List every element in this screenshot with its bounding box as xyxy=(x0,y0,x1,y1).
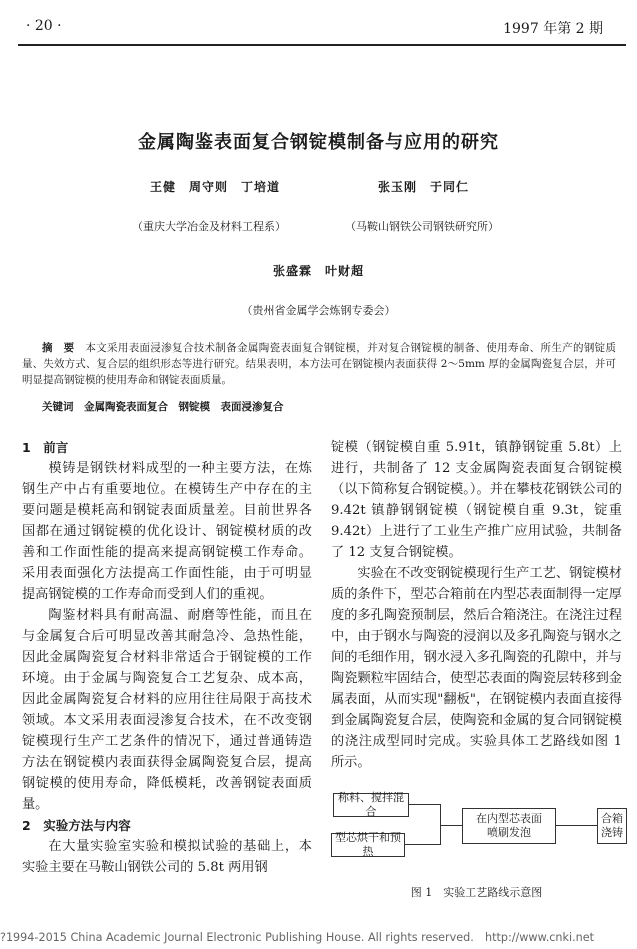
authors-group-2: 张玉刚 于同仁 xyxy=(378,180,470,194)
authors-group-3: 张盛霖 叶财超 xyxy=(272,264,364,278)
paper-title: 金属陶鉴表面复合钢锭模制备与应用的研究 xyxy=(138,132,499,153)
abstract-text: 本文采用表面浸渗复合技术制备金属陶瓷表面复合钢锭模，并对复合钢锭模的制备、使用寿命、所生产的钢锭质量、失效方式、复合层的组织形态等进行研究。结果表明，本方法可在钢锭模内表面获得 2～5mm 厚的金属陶瓷复合层，并可明显提高钢锭模的使用寿命和钢锭表面质量。 xyxy=(22,342,617,386)
section-heading-intro: 1 前言 xyxy=(22,440,69,455)
section-heading-methods: 2 实验方法与内容 xyxy=(22,818,131,833)
connector-line xyxy=(408,804,440,805)
keywords xyxy=(42,399,602,414)
authors-group-1: 王健 周守则 丁培道 xyxy=(150,180,281,194)
affiliation-2: （马鞍山钢铁公司钢铁研究所） xyxy=(345,220,499,233)
issue-label: 1997 年第 2 期 xyxy=(503,21,603,37)
affiliation-3: （贵州省金属学会炼钢专委会） xyxy=(241,304,396,317)
connector-line xyxy=(404,844,440,845)
keywords-text: 金属陶瓷表面复合 钢锭模 表面浸渗复合 xyxy=(84,401,284,413)
figure-caption: 图 1 实验工艺路线示意图 xyxy=(410,886,543,899)
connector-line xyxy=(440,825,462,826)
flow-box-spraying xyxy=(462,808,556,844)
flow-box-spraying-line1: 在内型芯表面 xyxy=(476,812,542,825)
flow-box-mixing: 称料、搅拌混合 xyxy=(333,793,409,817)
flow-box-casting xyxy=(597,808,627,844)
flow-box-casting-line2: 浇铸 xyxy=(601,826,623,839)
copyright-footer: ?1994-2015 China Academic Journal Electronic Publishing House. All rights reserved. http://www.cnki.net xyxy=(0,931,594,944)
flow-box-spraying-line2: 喷刷发泡 xyxy=(487,826,531,839)
paragraph: 实验在不改变钢锭模现行生产工艺、钢锭模材质的条件下，型芯合箱前在内型芯表面制得一定厚度的多孔陶瓷预制层，然后合箱浇注。在浇注过程中，由于钢水与陶瓷的浸润以及多孔陶瓷与钢水之间的毛细作用，钢水浸入多孔陶瓷的孔隙中，并与陶瓷颗粒牢固结合，使型芯表面的陶瓷层转移到金属表面，从而实现"翻板"，在钢锭模内表面直接得到金属陶瓷复合层，使陶瓷和金属的复合同钢锭模的浇注成型同时完成。实验具体工艺路线如图 1 所示。 xyxy=(331,566,622,770)
affiliation-1: （重庆大学冶金及材料工程系） xyxy=(132,220,286,233)
abstract-label: 摘 要 xyxy=(42,342,75,354)
flow-box-casting-line1: 合箱 xyxy=(601,812,623,825)
connector-line xyxy=(555,825,597,826)
paragraph: 陶鉴材料具有耐高温、耐磨等性能，而且在与金属复合后可明显改善其耐急冷、急热性能，因此金属陶瓷复合材料非常适合于钢锭模的工作环境。由于金属与陶瓷复合工艺复杂、成本高，因此金属陶瓷复合材料的应用往往局限于高技术领域。本文采用表面浸渗复合技术，在不改变钢锭模现行生产工艺条件的情况下，通过普通铸造方法在钢锭模内表面获得金属陶瓷复合层，提高钢锭模的使用寿命，降低模耗，改善钢锭表面质量。 xyxy=(22,608,312,812)
flow-box-drying: 型芯烘干和预热 xyxy=(331,833,405,857)
paragraph: 锭模（钢锭模自重 5.91t，镇静钢锭重 5.8t）上进行，共制备了 12 支金属陶瓷表面复合钢锭模（以下简称复合钢锭模。）。并在攀枝花钢铁公司的 9.42t 镇静钢钢锭模（钢锭模自重 9.3t，锭重 9.42t）上进行了工业生产推广应用试验，共制备了 12 支复合钢锭模。 xyxy=(331,440,622,560)
paragraph: 模铸是钢铁材料成型的一种主要方法，在炼钢生产中占有重要地位。在模铸生产中存在的主要问题是模耗高和钢锭表面质量差。目前世界各国都在通过钢锭模的优化设计、钢锭模材质的改善和工作面性能的提高来提高钢锭模工作寿命。采用表面强化方法提高工作面性能，由于可明显提高钢锭模的工作寿命而受到人们的重视。 xyxy=(22,461,312,602)
keywords-label: 关键词 xyxy=(42,401,74,413)
abstract xyxy=(22,340,616,388)
body-column-left xyxy=(22,437,312,878)
page-number: · 20 · xyxy=(26,18,62,34)
paragraph: 在大量实验室实验和模拟试验的基础上，本实验主要在马鞍山钢铁公司的 5.8t 两用钢 xyxy=(22,839,312,875)
header-rule xyxy=(18,44,626,46)
body-column-right xyxy=(331,437,622,773)
